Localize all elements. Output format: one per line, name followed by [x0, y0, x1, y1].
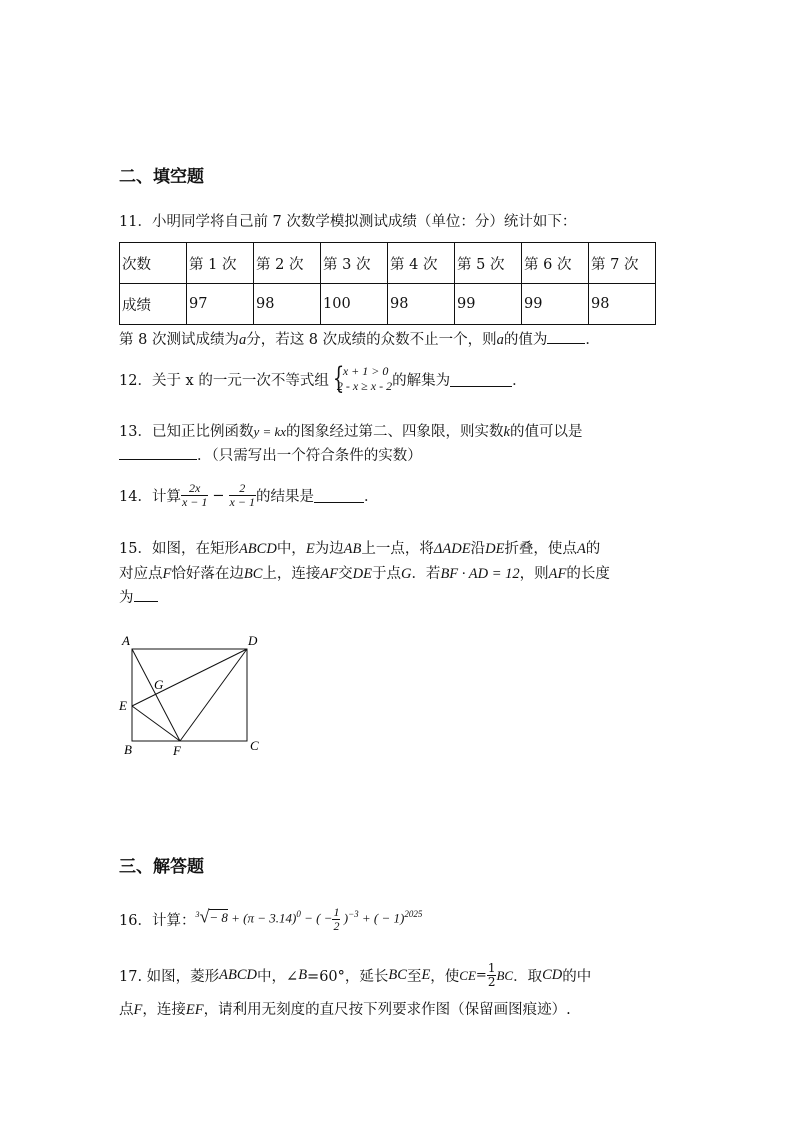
numerator: 2x: [181, 482, 208, 496]
fraction: [181, 482, 208, 509]
question-16: [119, 906, 422, 933]
text: 的结果是: [255, 489, 314, 505]
text: 的中: [562, 969, 592, 985]
label-b: B: [124, 742, 132, 757]
inequality-1: x + 1 > 0: [342, 364, 389, 378]
denominator: x − 1: [229, 495, 255, 509]
text: 交: [338, 566, 353, 582]
question-11-intro: 11．小明同学将自己前 7 次数学模拟测试成绩（单位：分）统计如下：: [119, 214, 577, 230]
table-cell: 第 4 次: [388, 243, 455, 284]
math-var: a: [238, 332, 247, 348]
math-var: BC: [243, 566, 263, 582]
math-var: G: [400, 566, 412, 582]
text: 对应点: [119, 566, 163, 582]
text: ，则: [519, 566, 549, 582]
text: 的解集为: [392, 372, 451, 389]
table-cell: 第 6 次: [522, 243, 589, 284]
text: 为边: [314, 541, 344, 557]
text: ．: [585, 332, 600, 348]
denominator: x − 1: [181, 495, 208, 509]
text: 15．如图，在矩形: [119, 541, 239, 557]
numerator: 1: [333, 905, 340, 919]
exponent: 2025: [404, 909, 423, 920]
exponent: −3: [348, 909, 359, 920]
math-var: DE: [352, 566, 372, 582]
math-var: DE: [485, 541, 505, 557]
text: =60°，延长: [307, 969, 389, 985]
text: 上，连接: [262, 566, 321, 582]
numerator: 2: [229, 482, 256, 496]
table-cell: 第 7 次: [589, 243, 656, 284]
text: 14．计算: [119, 489, 181, 505]
table-cell: 98: [388, 284, 455, 325]
answer-blank[interactable]: [119, 445, 197, 460]
denominator: 2: [333, 919, 340, 933]
math-var: EF: [185, 1002, 204, 1018]
math-var: AF: [320, 566, 339, 582]
fraction: [487, 962, 497, 989]
math-expression: y = kx: [253, 424, 287, 439]
text: ．若: [411, 566, 441, 582]
table-cell: 第 1 次: [187, 243, 254, 284]
table-cell: 第 2 次: [254, 243, 321, 284]
math-var: ABCD: [238, 541, 277, 557]
fraction: [332, 906, 340, 933]
text: 的图象经过第二、四象限，则实数: [286, 424, 504, 440]
text: 沿: [470, 541, 486, 557]
answer-blank[interactable]: [547, 329, 585, 344]
text: 的长度: [566, 566, 610, 582]
question-13-line2: [119, 444, 422, 465]
term: ): [343, 910, 349, 926]
text: ，请利用无刻度的直尺按下列要求作图（保留画图痕迹）.: [203, 1002, 571, 1018]
fraction: [229, 482, 256, 509]
question-15-line3: [119, 586, 158, 607]
rectangle-fold-figure: [112, 630, 272, 760]
text: 16．计算：: [119, 913, 196, 929]
inequality-system: [329, 361, 393, 396]
question-13: [119, 420, 582, 441]
text: 中，∠: [257, 969, 299, 985]
text: 为: [119, 590, 134, 606]
math-var: B: [298, 967, 308, 983]
question-15-line1: [119, 537, 600, 558]
segment-ed: [132, 649, 247, 706]
text: 分，若这 8 次成绩的众数不止一个，则: [246, 332, 497, 348]
segment-af: [132, 649, 180, 741]
answer-blank[interactable]: [314, 488, 364, 503]
text: ．取: [513, 969, 543, 985]
table-cell: 98: [589, 284, 656, 325]
term: − (: [304, 910, 321, 926]
table-cell: 第 5 次: [455, 243, 522, 284]
math-var: CE: [459, 967, 476, 983]
text: 的值为: [503, 332, 548, 348]
math-expression: BF · AD = 12: [440, 566, 520, 582]
denominator: 2: [487, 975, 496, 989]
math-var: E: [421, 967, 431, 983]
text: ．（只需写出一个符合条件的实数）: [197, 448, 422, 464]
table-cell: 100: [321, 284, 388, 325]
text: 13．已知正比例函数: [119, 424, 254, 440]
exponent: 0: [296, 909, 301, 920]
math-var: AF: [548, 566, 567, 582]
section-heading-answers: 三、解答题: [119, 857, 204, 877]
question-17-line1: [119, 962, 591, 989]
table-cell: 99: [522, 284, 589, 325]
segment-ef: [132, 706, 180, 741]
brace-glyph: {: [332, 361, 345, 396]
root-index: 3: [195, 910, 200, 920]
label-f: F: [173, 743, 181, 758]
table-cell: 次数: [120, 243, 187, 284]
math-var: AB: [343, 541, 362, 557]
text: 折叠，使点: [504, 541, 577, 557]
math-var: E: [305, 541, 315, 557]
text: 的值可以是: [509, 424, 583, 440]
text: 恰好落在边: [171, 566, 244, 582]
term: + ( − 1): [361, 910, 405, 926]
text: 上一点，将: [361, 541, 434, 557]
question-12: [119, 361, 527, 396]
math-var: ΔADE: [433, 541, 471, 557]
table-cell: 成绩: [120, 284, 187, 325]
term: + (π − 3.14): [231, 910, 297, 926]
text: =: [475, 968, 487, 983]
math-var: BC: [388, 967, 407, 983]
section-heading-fill-in: 二、填空题: [119, 167, 204, 187]
answer-blank[interactable]: [450, 372, 512, 387]
scores-table: [119, 242, 656, 325]
math-var: ABCD: [219, 967, 258, 983]
text: ．: [512, 372, 527, 389]
label-d: D: [248, 633, 258, 648]
text: 第 8 次测试成绩为: [119, 332, 239, 348]
text: ．: [363, 489, 379, 505]
question-11-text: [119, 328, 600, 349]
math-var: BC: [496, 967, 514, 983]
text: 的: [585, 541, 601, 557]
table-cell: 99: [455, 284, 522, 325]
math-expression: [195, 906, 422, 933]
question-15-line2: [119, 562, 610, 583]
radicand: − 8: [209, 910, 228, 926]
text: 至: [406, 969, 422, 985]
math-var: a: [496, 332, 504, 348]
math-var: A: [576, 541, 586, 557]
question-17-line2: [119, 998, 571, 1019]
segment-fd: [180, 649, 247, 741]
math-var: F: [133, 1002, 143, 1018]
minus-sign: −: [212, 487, 225, 504]
text: 中，: [276, 541, 306, 557]
answer-blank[interactable]: [134, 587, 158, 602]
radical-sign: √: [199, 906, 210, 927]
label-a: A: [122, 633, 130, 648]
text: 12．关于 x 的一元一次不等式组: [119, 372, 329, 389]
table-row: [120, 284, 656, 325]
text: 点: [119, 1002, 134, 1018]
inequality-2: 2 - x ≥ x - 2: [336, 379, 393, 393]
table-row: [120, 243, 656, 284]
numerator: 1: [487, 961, 496, 975]
text: ，使: [430, 969, 460, 985]
text: 于点: [371, 566, 401, 582]
question-14: [119, 482, 378, 509]
math-var: CD: [542, 967, 563, 983]
math-var: F: [162, 566, 172, 582]
label-g: G: [154, 677, 164, 692]
table-cell: 98: [254, 284, 321, 325]
term: −: [323, 910, 333, 926]
label-e: E: [119, 698, 127, 713]
text: 17. 如图，菱形: [119, 969, 220, 985]
table-cell: 97: [187, 284, 254, 325]
table-cell: 第 3 次: [321, 243, 388, 284]
text: ，连接: [142, 1002, 186, 1018]
label-c: C: [250, 738, 259, 753]
math-var: k: [503, 424, 510, 440]
